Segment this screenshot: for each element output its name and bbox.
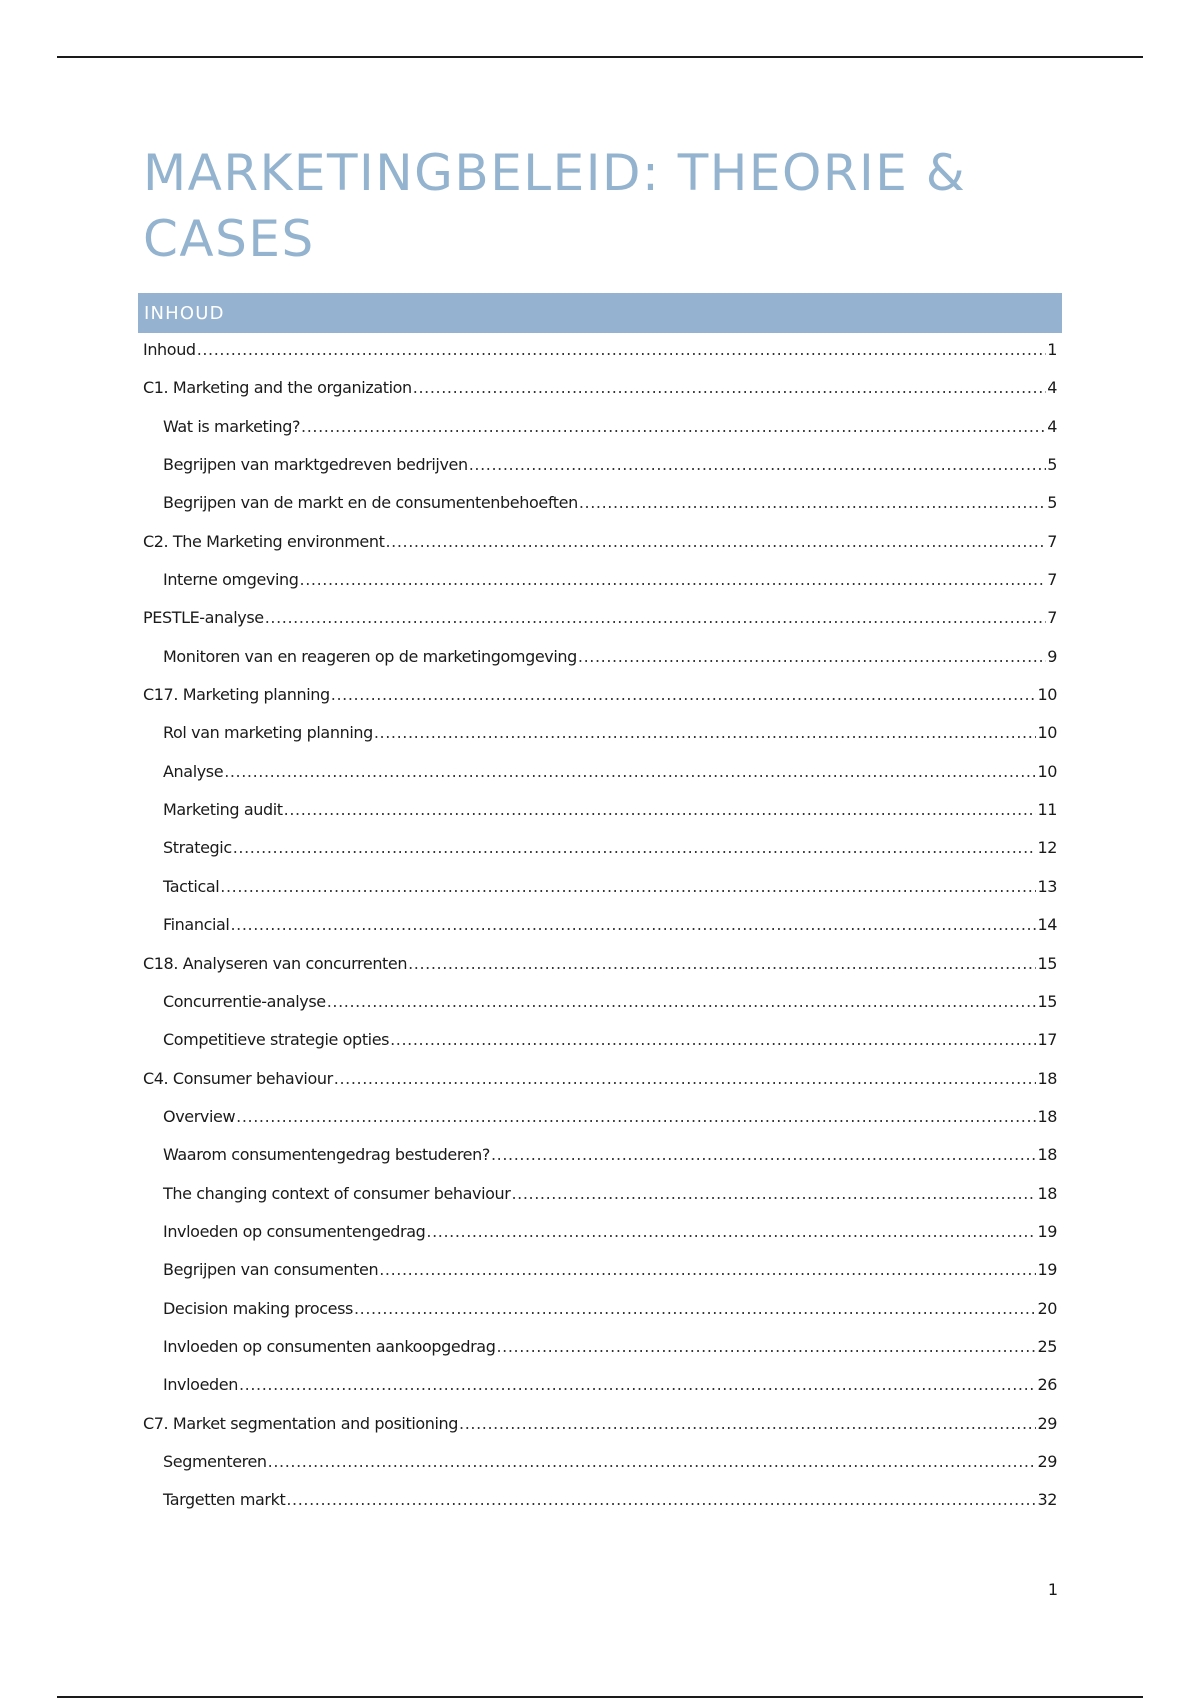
toc-dot-leader (408, 954, 1036, 973)
toc-dot-leader (579, 493, 1046, 512)
toc-entry[interactable] (143, 877, 1057, 915)
toc-entry-page: 7 (1047, 570, 1057, 590)
toc-entry-label: Invloeden op consumentengedrag (163, 1221, 426, 1241)
toc-entry-page: 1 (1047, 340, 1057, 359)
toc-dot-leader (230, 915, 1036, 934)
toc-entry-label: C2. The Marketing environment (143, 531, 385, 551)
toc-dot-leader (491, 1145, 1036, 1164)
toc-entry-page: 7 (1047, 531, 1057, 551)
toc-entry-page: 5 (1047, 493, 1057, 513)
table-of-contents (143, 340, 1057, 1529)
toc-entry[interactable] (143, 992, 1057, 1030)
toc-entry-page: 13 (1037, 876, 1057, 896)
toc-entry[interactable] (143, 608, 1057, 646)
toc-entry-page: 4 (1047, 378, 1057, 398)
toc-entry-label: Begrijpen van de markt en de consumentenbehoeften (163, 493, 578, 513)
toc-entry[interactable] (143, 838, 1057, 876)
toc-entry-label: Financial (163, 915, 230, 935)
toc-entry-page: 14 (1037, 915, 1057, 935)
toc-entry[interactable] (143, 800, 1057, 838)
toc-entry-page: 10 (1037, 761, 1057, 781)
toc-entry-page: 19 (1037, 1221, 1057, 1241)
toc-entry-page: 15 (1037, 991, 1057, 1011)
toc-entry[interactable] (143, 1337, 1057, 1375)
toc-entry[interactable] (143, 1260, 1057, 1298)
toc-entry[interactable] (143, 1375, 1057, 1413)
toc-entry-page: 10 (1037, 685, 1057, 705)
toc-entry-label: Inhoud (143, 340, 196, 359)
toc-entry-label: Wat is marketing? (163, 416, 301, 436)
toc-entry-page: 26 (1037, 1375, 1057, 1395)
toc-dot-leader (301, 417, 1046, 436)
toc-entry-page: 7 (1047, 608, 1057, 628)
toc-entry[interactable] (143, 455, 1057, 493)
toc-entry-label: Concurrentie-analyse (163, 991, 326, 1011)
toc-dot-leader (426, 1222, 1036, 1241)
toc-entry-page: 15 (1037, 953, 1057, 973)
toc-entry-label: PESTLE-analyse (143, 608, 264, 628)
toc-entry-page: 9 (1047, 646, 1057, 666)
toc-entry-page: 18 (1037, 1183, 1057, 1203)
toc-dot-leader (331, 685, 1037, 704)
toc-entry-label: Segmenteren (163, 1451, 267, 1471)
toc-entry-label: C4. Consumer behaviour (143, 1068, 333, 1088)
toc-dot-leader (265, 608, 1046, 627)
toc-entry-page: 32 (1037, 1490, 1057, 1510)
toc-entry-label: Analyse (163, 761, 224, 781)
toc-dot-leader (390, 1030, 1036, 1049)
toc-entry[interactable] (143, 954, 1057, 992)
toc-entry-label: Rol van marketing planning (163, 723, 373, 743)
toc-dot-leader (374, 723, 1037, 742)
toc-entry-label: Strategic (163, 838, 232, 858)
toc-entry[interactable] (143, 1030, 1057, 1068)
toc-entry-label: Tactical (163, 876, 220, 896)
toc-entry[interactable] (143, 1145, 1057, 1183)
toc-dot-leader (197, 340, 1047, 359)
bottom-rule (57, 1696, 1143, 1698)
toc-dot-leader (511, 1184, 1036, 1203)
toc-entry[interactable] (143, 417, 1057, 455)
toc-dot-leader (469, 455, 1046, 474)
toc-dot-leader (496, 1337, 1036, 1356)
toc-entry-label: Invloeden (163, 1375, 238, 1395)
toc-entry[interactable] (143, 762, 1057, 800)
toc-entry-label: Begrijpen van consumenten (163, 1260, 379, 1280)
toc-dot-leader (224, 762, 1036, 781)
toc-entry-page: 17 (1037, 1030, 1057, 1050)
toc-dot-leader (578, 647, 1046, 666)
toc-entry-label: C1. Marketing and the organization (143, 378, 412, 398)
toc-entry-label: Begrijpen van marktgedreven bedrijven (163, 455, 468, 475)
toc-entry[interactable] (143, 1414, 1057, 1452)
toc-dot-leader (284, 800, 1037, 819)
toc-dot-leader (220, 877, 1036, 896)
toc-entry-page: 18 (1037, 1068, 1057, 1088)
toc-entry-label: Targetten markt (163, 1490, 286, 1510)
toc-dot-leader (268, 1452, 1037, 1471)
toc-entry[interactable] (143, 378, 1057, 416)
document-title: MARKETINGBELEID: THEORIE & CASES (143, 144, 967, 268)
toc-dot-leader (459, 1414, 1036, 1433)
toc-dot-leader (354, 1299, 1036, 1318)
toc-entry-label: C17. Marketing planning (143, 685, 330, 705)
toc-heading: INHOUD (144, 302, 225, 324)
toc-entry-label: Waarom consumentengedrag bestuderen? (163, 1145, 490, 1165)
toc-dot-leader (239, 1375, 1036, 1394)
toc-entry-label: Overview (163, 1106, 236, 1126)
toc-dot-leader (379, 1260, 1036, 1279)
toc-dot-leader (413, 378, 1046, 397)
toc-entry[interactable] (143, 647, 1057, 685)
toc-heading-bar (138, 293, 1062, 333)
toc-entry-page: 25 (1037, 1336, 1057, 1356)
toc-entry[interactable] (143, 1490, 1057, 1528)
toc-entry[interactable] (143, 1222, 1057, 1260)
toc-entry-page: 10 (1037, 723, 1057, 743)
toc-entry-page: 18 (1037, 1145, 1057, 1165)
toc-entry[interactable] (143, 1069, 1057, 1107)
toc-dot-leader (334, 1069, 1037, 1088)
toc-entry-page: 20 (1037, 1298, 1057, 1318)
toc-entry-page: 5 (1047, 455, 1057, 475)
toc-entry[interactable] (143, 915, 1057, 953)
toc-entry-label: Decision making process (163, 1298, 353, 1318)
toc-dot-leader (300, 570, 1047, 589)
toc-entry-page: 29 (1037, 1451, 1057, 1471)
top-rule (57, 56, 1143, 58)
toc-entry[interactable] (143, 685, 1057, 723)
toc-entry-page: 19 (1037, 1260, 1057, 1280)
toc-dot-leader (327, 992, 1037, 1011)
toc-entry[interactable] (143, 340, 1057, 378)
toc-entry-label: Marketing audit (163, 800, 283, 820)
toc-entry[interactable] (143, 1299, 1057, 1337)
toc-entry-label: Competitieve strategie opties (163, 1030, 390, 1050)
toc-entry-label: The changing context of consumer behaviour (163, 1183, 511, 1203)
toc-entry-page: 29 (1037, 1413, 1057, 1433)
toc-entry[interactable] (143, 532, 1057, 570)
toc-entry[interactable] (143, 1107, 1057, 1145)
toc-entry[interactable] (143, 1184, 1057, 1222)
toc-entry[interactable] (143, 723, 1057, 761)
toc-entry[interactable] (143, 570, 1057, 608)
toc-entry-page: 12 (1037, 838, 1057, 858)
toc-entry-label: C18. Analyseren van concurrenten (143, 953, 408, 973)
toc-entry-label: Monitoren van en reageren op de marketingomgeving (163, 646, 577, 666)
toc-entry-label: C7. Market segmentation and positioning (143, 1413, 459, 1433)
toc-entry-label: Interne omgeving (163, 570, 299, 590)
toc-entry-page: 11 (1037, 800, 1057, 820)
toc-entry-page: 4 (1047, 416, 1057, 436)
toc-dot-leader (386, 532, 1047, 551)
toc-entry-label: Invloeden op consumenten aankoopgedrag (163, 1336, 496, 1356)
toc-entry-page: 18 (1037, 1106, 1057, 1126)
toc-entry[interactable] (143, 493, 1057, 531)
page-number: 1 (1047, 1580, 1058, 1599)
toc-dot-leader (236, 1107, 1036, 1126)
toc-dot-leader (233, 838, 1037, 857)
toc-entry[interactable] (143, 1452, 1057, 1490)
toc-dot-leader (286, 1490, 1036, 1509)
